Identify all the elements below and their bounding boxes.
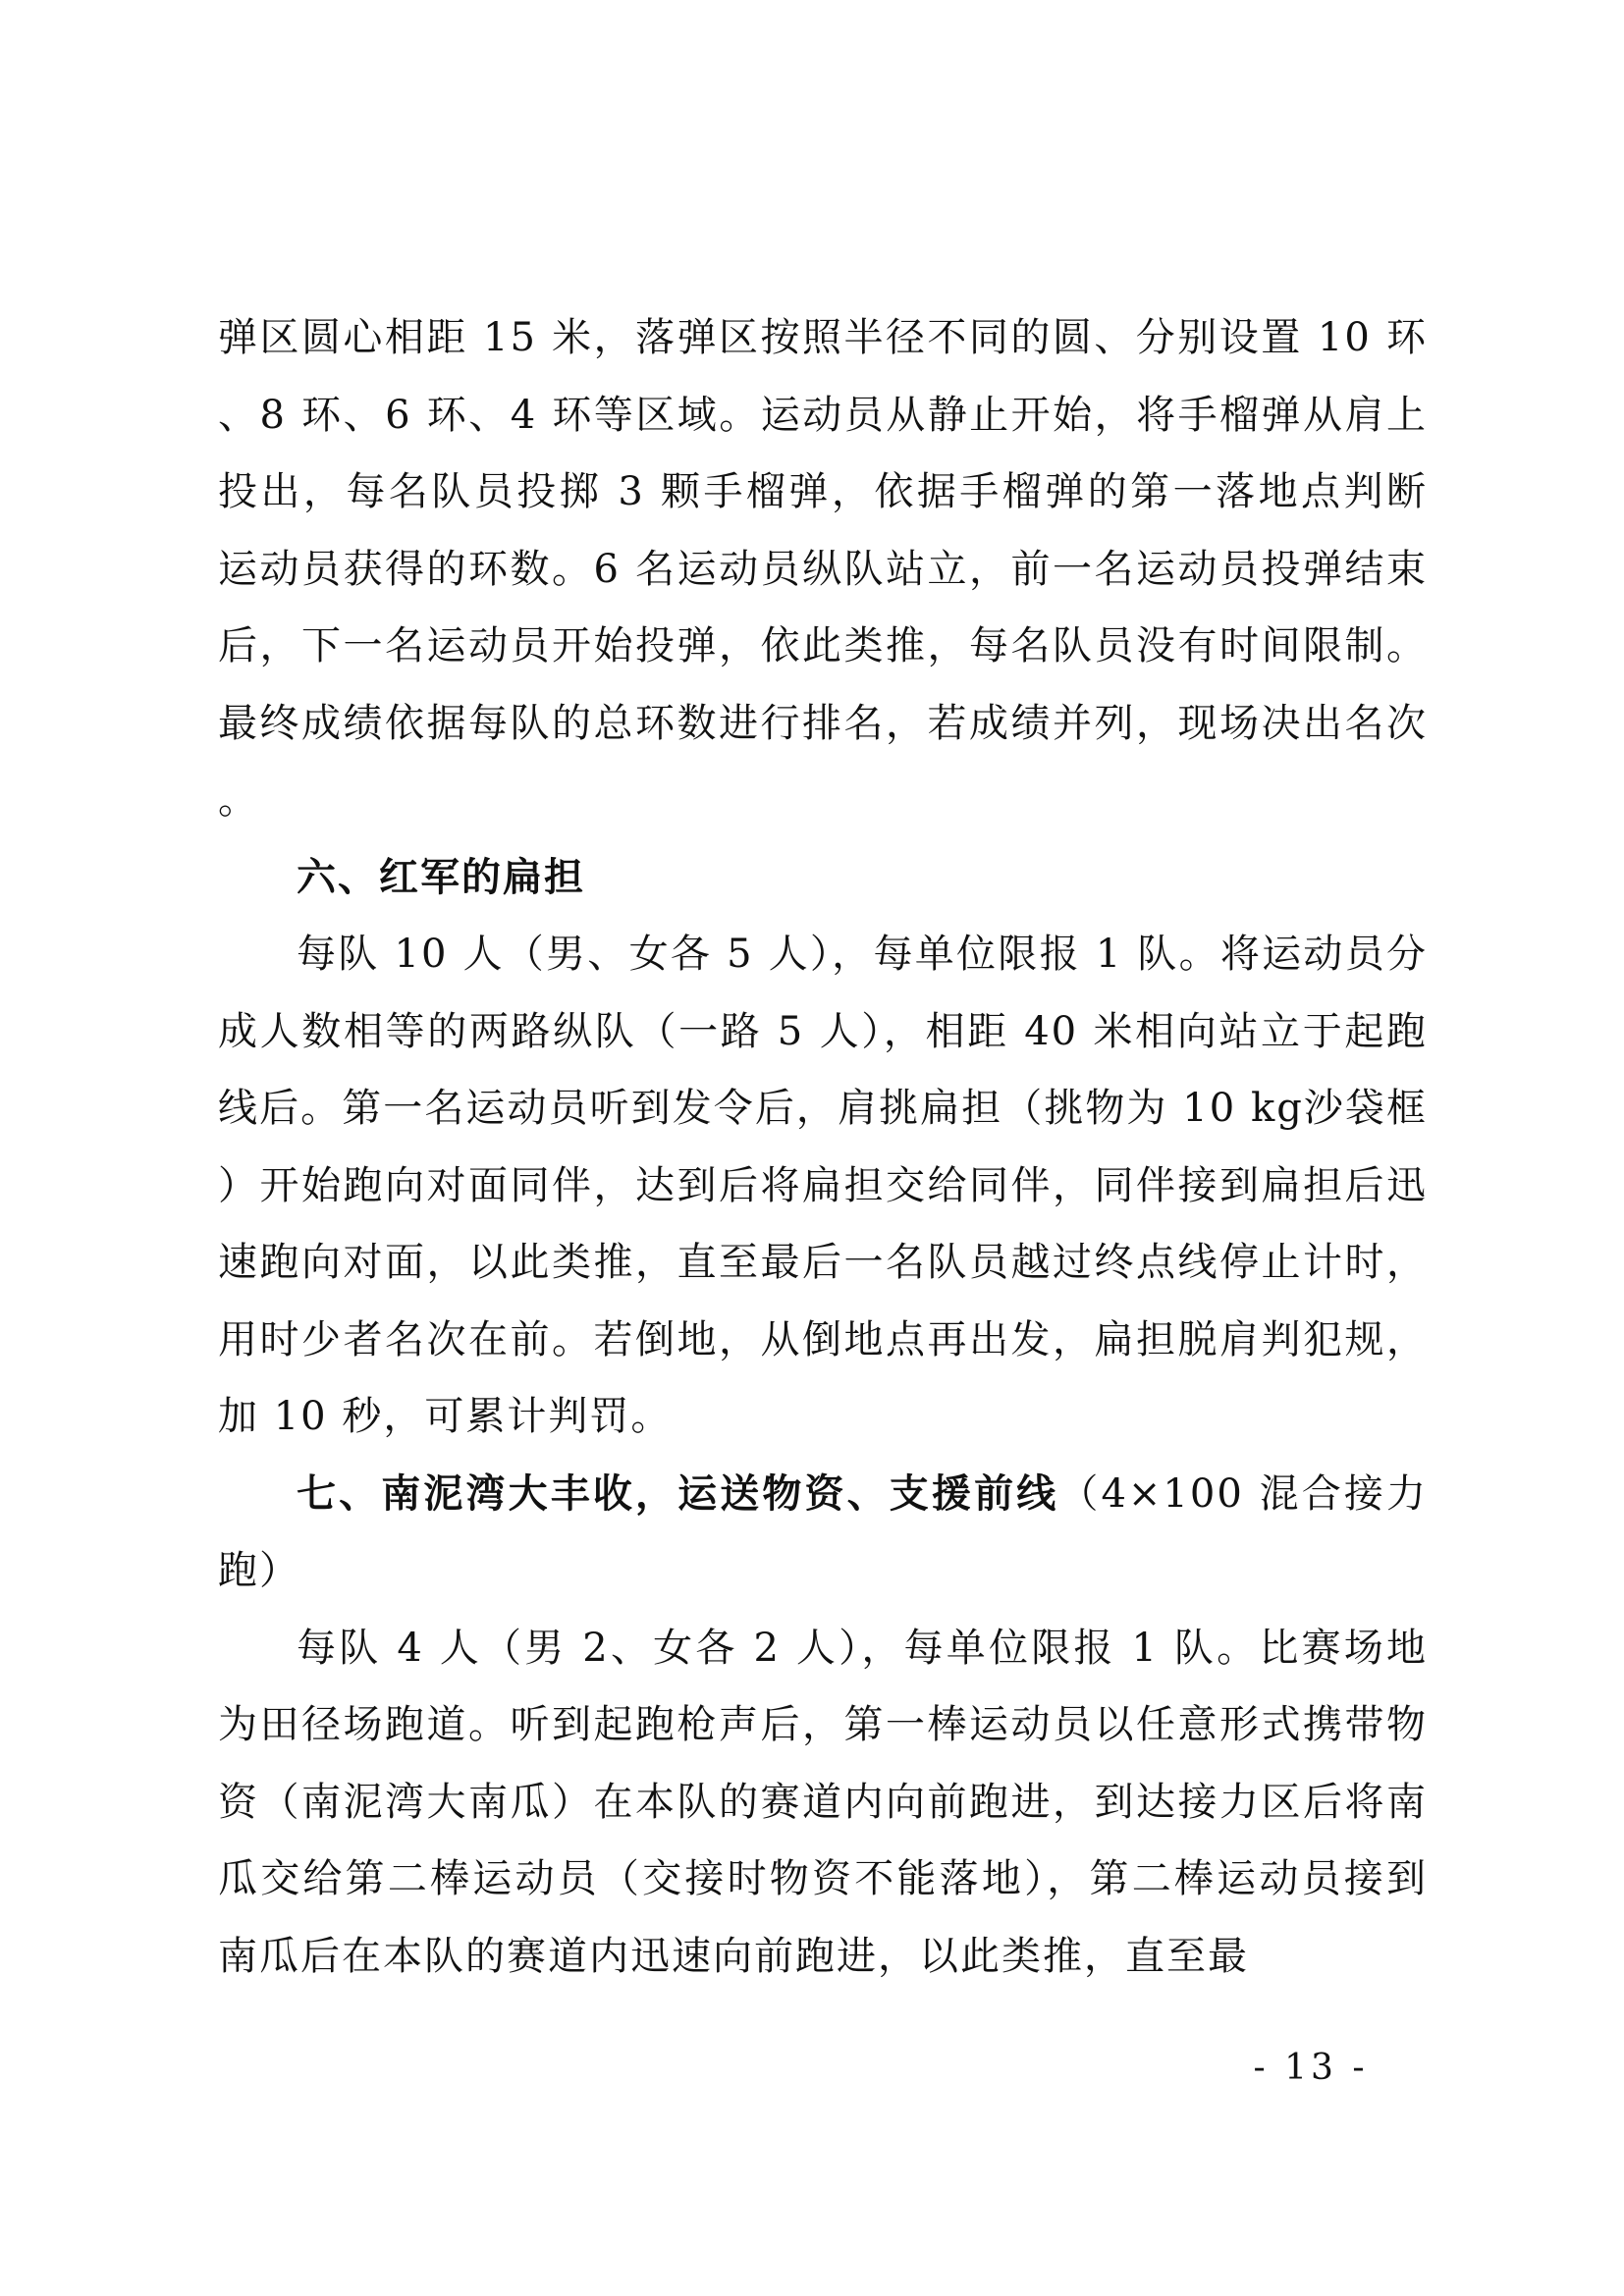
- section-7-heading: [218, 1456, 1428, 1610]
- section-6-title: 六、红军的扁担: [297, 854, 585, 900]
- section-7-title-suffix: （4×100 混合接力跑）: [218, 1470, 1429, 1593]
- document-body: [218, 299, 1428, 1995]
- section-7-body: 每队 4 人（男 2、女各 2 人），每单位限报 1 队。比赛场地为田径场跑道。听到起跑枪声后，第一棒运动员以任意形式携带物资（南泥湾大南瓜）在本队的赛道内向前跑进，到达接力区后将南瓜交给第二棒运动员（交接时物资不能落地），第二棒运动员接到南瓜后在本队的赛道内迅速向前跑进，以此类推，直至最: [218, 1625, 1428, 1979]
- paragraph-continuation: 弹区圆心相距 15 米，落弹区按照半径不同的圆、分别设置 10 环、8 环、6 环、4 环等区域。运动员从静止开始，将手榴弹从肩上投出，每名队员投掷 3 颗手榴弹，依据手榴弹的第一落地点判断运动员获得的环数。6 名运动员纵队站立，前一名运动员投弹结束后，下一名运动员开始投弹，依此类推，每名队员没有时间限制。最终成绩依据每队的总环数进行排名，若成绩并列，现场决出名次。: [218, 315, 1428, 823]
- page-number: - 13 -: [1253, 2048, 1369, 2088]
- section-7-title: 七、南泥湾大丰收，运送物资、支援前线: [297, 1470, 1059, 1517]
- section-6-heading: [218, 839, 1428, 917]
- section-6-body: 每队 10 人（男、女各 5 人），每单位限报 1 队。将运动员分成人数相等的两路纵队（一路 5 人），相距 40 米相向站立于起跑线后。第一名运动员听到发令后，肩挑扁担（挑物为 10 kg沙袋框）开始跑向对面同伴，达到后将扁担交给同伴，同伴接到扁担后迅速跑向对面，以此类推，直至最后一名队员越过终点线停止计时，用时少者名次在前。若倒地，从倒地点再出发，扁担脱肩判犯规，加 10 秒，可累计判罚。: [218, 932, 1428, 1439]
